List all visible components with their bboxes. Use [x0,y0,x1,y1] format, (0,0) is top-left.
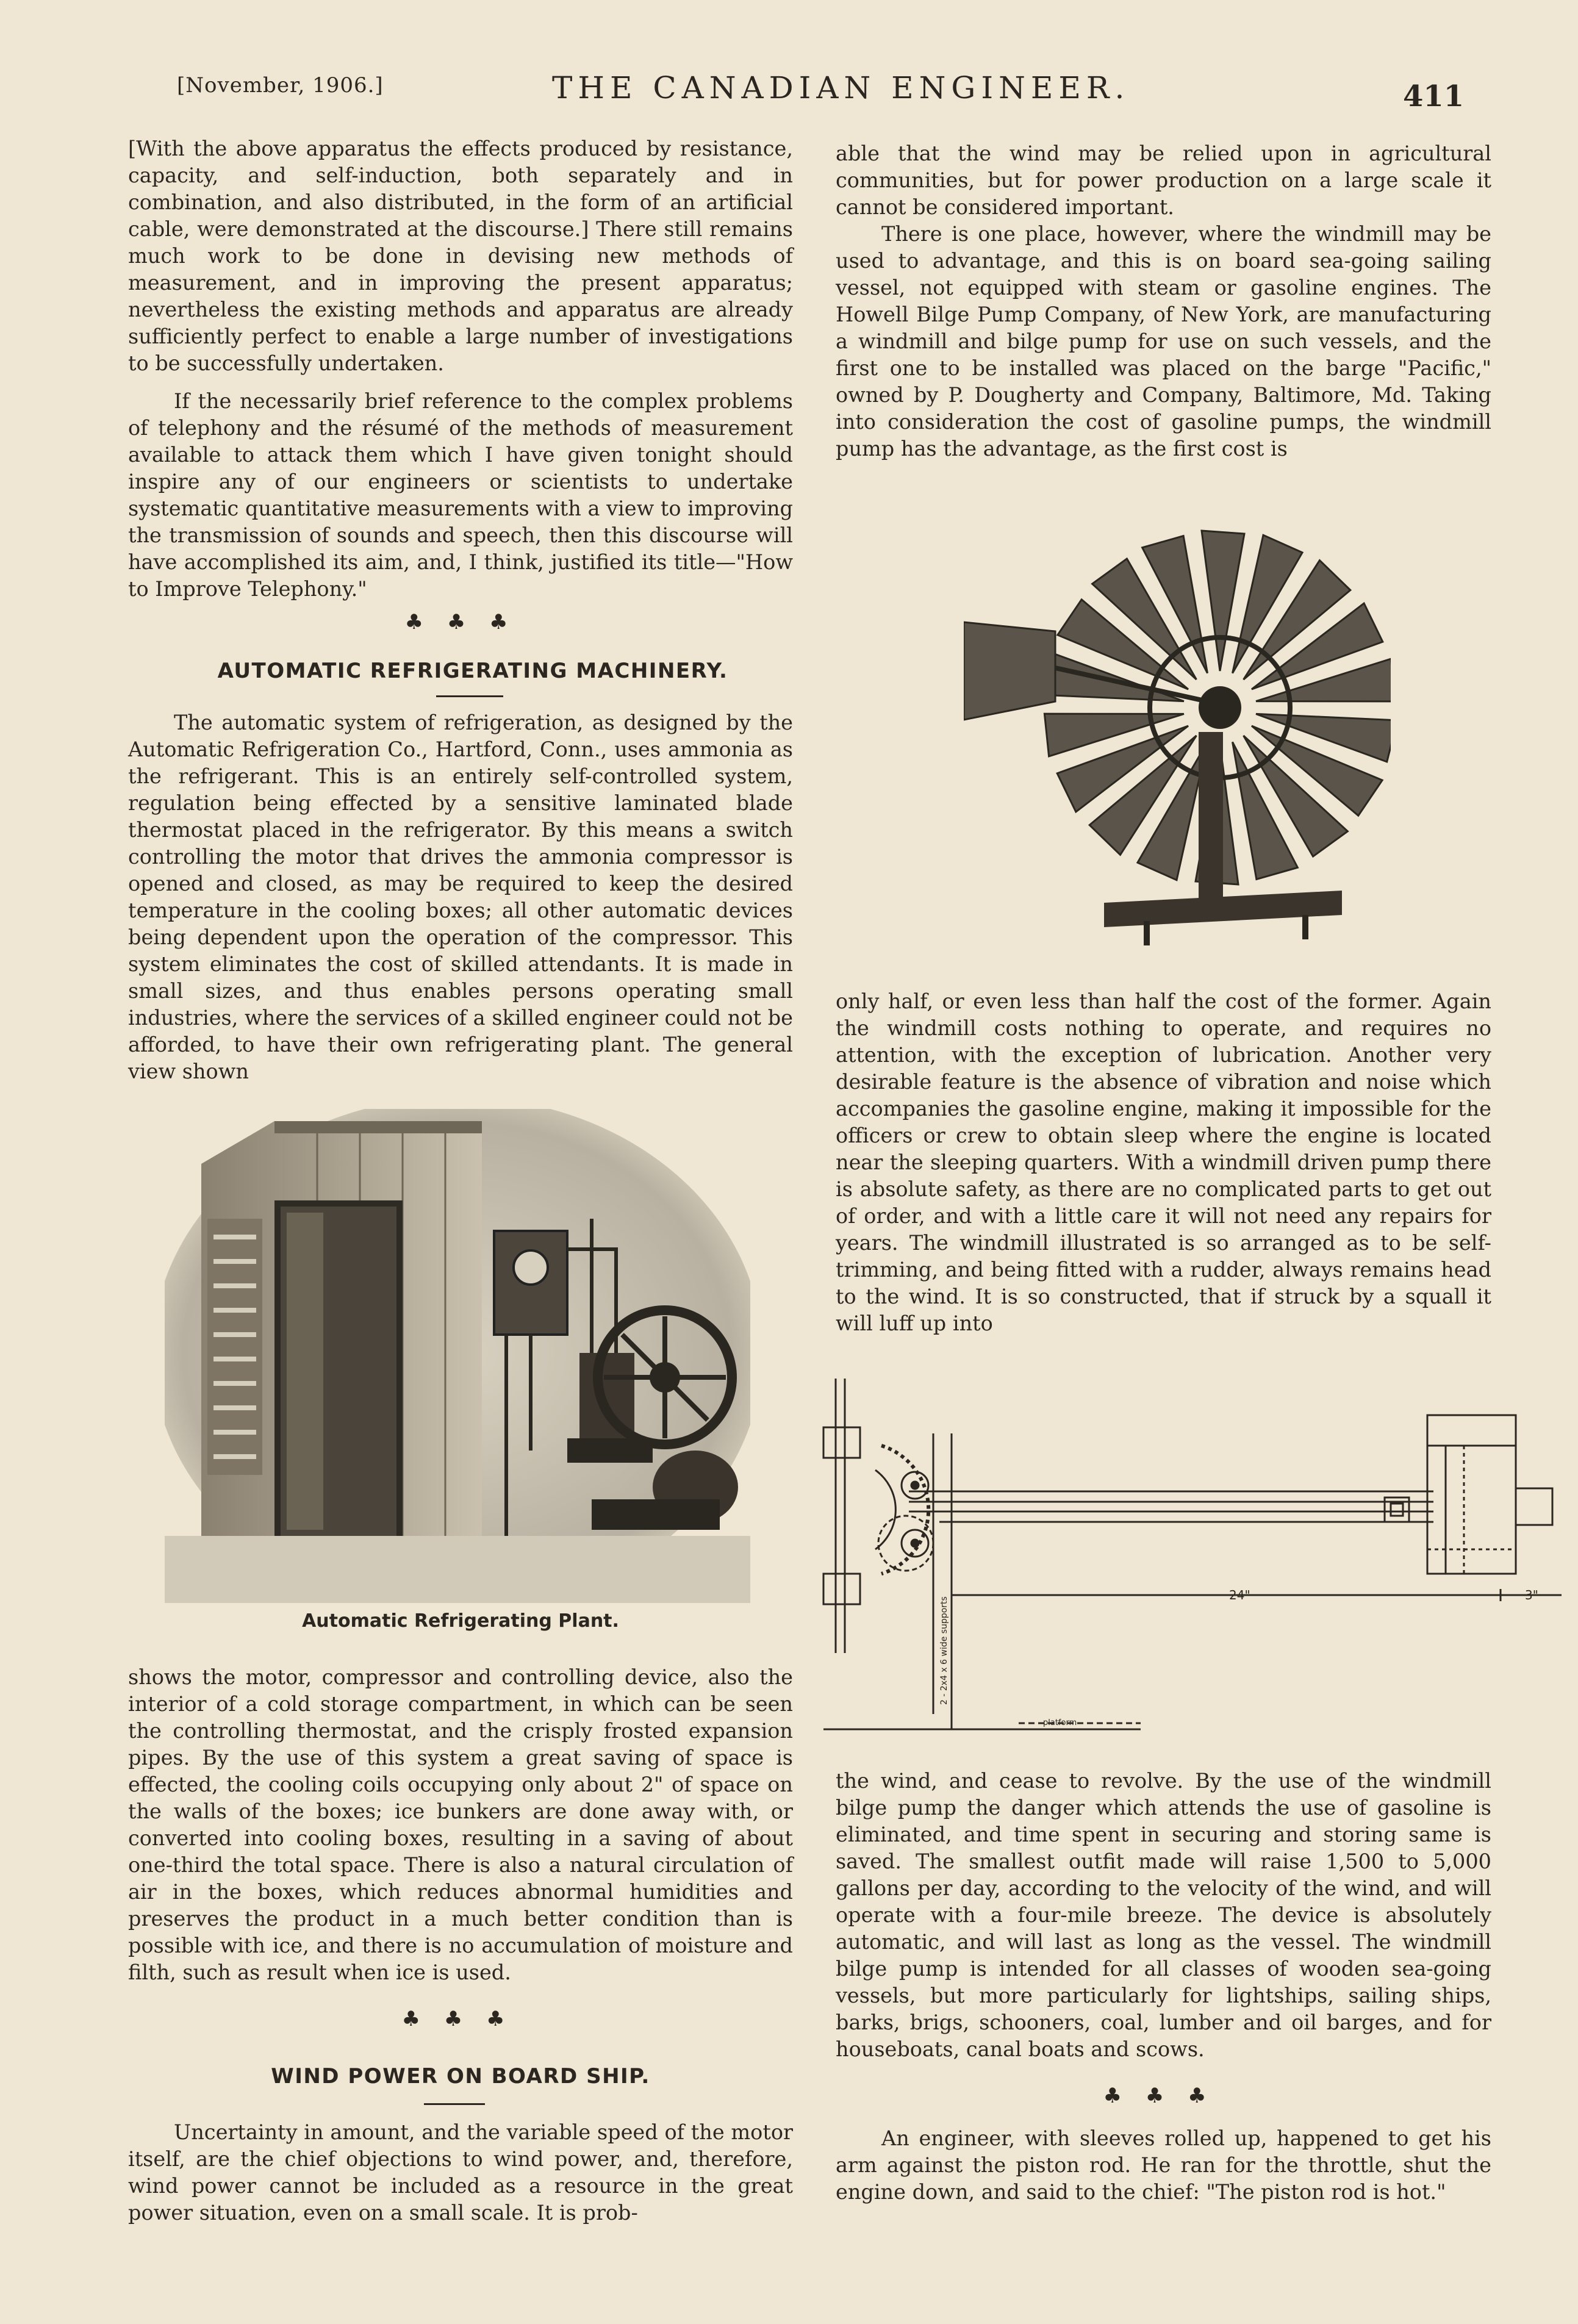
heading-rule [436,695,503,697]
wind-paragraph-4: only half, or even less than half the cost of the former. Again the windmill costs nothing to operate, and requires no attention, with the exception of lubrication. Another very desirable feature is the absence of vibration and noise which accompanies the gasoline engine, making it impossible for the officers or crew to obtain sleep where the engine is located near the sleeping quarters. With a windmill driven pump there is absolute safety, as there are no complicated parts to get out of order, and with a little care it will not need any repairs for years. The windmill illustrated is so arranged as to be self-trimming, and being fitted with a rudder, always remains head to the wind. It is so constructed, that if struck by a squall it will luff up into [836,989,1491,1335]
journal-title: THE CANADIAN ENGINEER. [552,70,1130,106]
refrigeration-paragraph-2: shows the motor, compressor and controlling device, also the interior of a cold storage compartment, in which can be seen the controlling thermostat, and the crisply frosted expansion pipes. By the use of this system a great saving of space is effected, the cooling coils occupying only about 2" of space on the walls of the boxes; ice bunkers are done away with, or converted into cooling boxes, resulting in a saving of about one-third the total space. There is also a natural circulation of air in the boxes, which reduces abnormal humidities and preserves the product in a much better condition than is possible with ice, and there is no accumulation of moisture and filth, such as result when ice is used. [128,1665,793,1984]
wind-paragraph-3: There is one place, however, where the windmill may be used to advantage, and this is on board sea-going sailing vessel, not equipped with steam or gasoline engines. The Howell Bilge Pump Company, of New York, are manufacturing a windmill and bilge pump for use on such vessels, and the first one to be installed was placed on the barge "Pacific," owned by P. Dougherty and Company, Baltimore, Md. Taking into consideration the cost of gasoline pumps, the windmill pump has the advantage, as the first cost is [836,222,1491,461]
wind-power-continued-2 [836,988,1491,1337]
refrigeration-text-1 [128,709,793,1085]
refrigeration-figure-caption: Automatic Refrigerating Plant. [302,1610,619,1632]
dimension-24-label: 24" [1229,1588,1250,1602]
wind-power-continued [836,140,1491,462]
wind-power-heading: WIND POWER ON BOARD SHIP. [271,2064,650,2089]
supports-label: 2 - 2x4 x 6 wide supports [939,1596,949,1705]
issue-date: [November, 1906.] [177,73,384,98]
telephony-paragraph-1: [With the above apparatus the effects produced by resistance, capacity, and self-induction, both separately and in combination, and also distributed, in the form of an artificial cable, were demonstrated at the discourse.] There still remains much work to be done in devising new methods of measurement, and in improving the present apparatus; nevertheless the existing methods and apparatus are already sufficiently perfect to enable a large number of investigations to be successfully undertaken. [128,137,793,375]
wind-power-continued-3 [836,1768,1491,2063]
wind-paragraph-2: able that the wind may be relied upon in agricultural communities, but for power production on a large scale it cannot be considered important. [836,142,1491,219]
wind-paragraph-5: the wind, and cease to revolve. By the use of the windmill bilge pump the danger which attends the use of gasoline is eliminated, and time spent in securing and storing same is saved. The smallest outfit made will raise 1,500 to 5,000 gallons per day, according to the velocity of the wind, and will operate with a four-mile breeze. The device is absolutely automatic, and will last as long as the vessel. The windmill bilge pump is intended for all classes of wooden sea-going vessels, but more particularly for lightships, sailing ships, barks, brigs, schooners, coal, lumber and oil barges, and for houseboats, canal boats and scows. [836,1769,1491,2061]
piston-rod-anecdote: An engineer, with sleeves rolled up, happened to get his arm against the piston rod. He ran for the throttle, shut the engine down, and said to the chief: "The piston rod is hot." [836,2126,1491,2204]
telephony-paragraph-2: If the necessarily brief reference to the complex problems of telephony and the résumé of the methods of measurement available to attack them which I have given tonight should inspire any of our engineers or scientists to undertake systematic quantitative measurements with a view to improving the transmission of sounds and speech, then this discourse will have accomplished its aim, and, I think, justified its title—"How to Improve Telephony." [128,389,793,601]
section-ornament: ♣ ♣ ♣ [404,610,517,634]
pump-gear-diagram [811,1372,1562,1751]
wind-power-paragraph-1: Uncertainty in amount, and the variable speed of the motor itself, are the chief objections to wind power, and, therefore, wind power cannot be included as a resource in the great power situation, even on a small scale. It is prob- [128,2120,793,2225]
windmill-illustration [964,500,1391,958]
heading-rule-2 [424,2103,485,2105]
platform-label: platform [1043,1718,1077,1727]
section-ornament-2: ♣ ♣ ♣ [401,2007,514,2031]
refrigeration-paragraph-1: The automatic system of refrigeration, as designed by the Automatic Refrigeration Co., Hartford, Conn., uses ammonia as the refrigerant. This is an entirely self-controlled system, regulation being effected by a sensitive laminated blade thermostat placed in the refrigerator. By this means a switch controlling the motor that drives the ammonia compressor is opened and closed, as may be required to keep the desired temperature in the cooling boxes; all other automatic devices being dependent upon the operation of the compressor. This system eliminates the cost of skilled attendants. It is made in small sizes, and thus enables persons operating small industries, where the services of a skilled engineer could not be afforded, to have their own refrigerating plant. The general view shown [128,711,793,1083]
refrigerating-plant-illustration [165,1109,750,1603]
refrigeration-text-2 [128,1664,793,1986]
refrigeration-heading: AUTOMATIC REFRIGERATING MACHINERY. [217,659,728,683]
page-number: 411 [1403,79,1465,113]
dimension-3-label: 3" [1525,1588,1538,1602]
section-ornament-3: ♣ ♣ ♣ [1103,2084,1215,2108]
anecdote [836,2125,1491,2206]
telephony-conclusion [128,135,793,603]
wind-power-text [128,2119,793,2226]
